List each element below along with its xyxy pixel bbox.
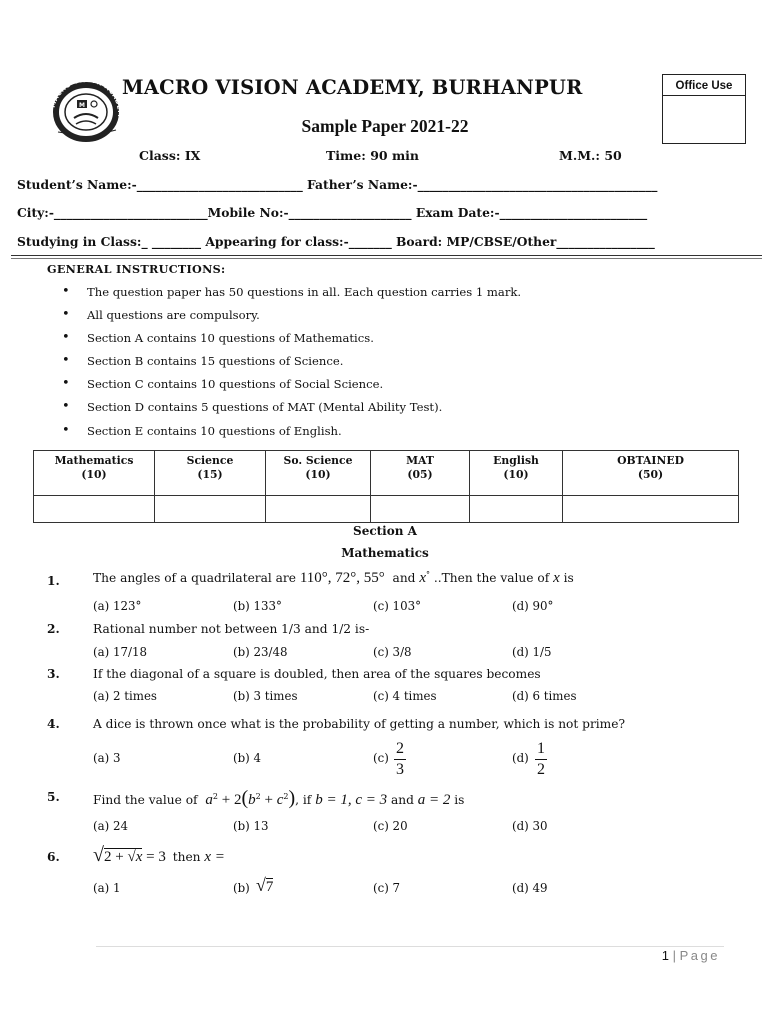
option-d: (d) 49: [512, 881, 548, 895]
fraction-one-half: 1 2: [537, 740, 545, 778]
option-a: (a) 2 times: [93, 689, 157, 703]
instruction-item: • Section B contains 15 questions of Science.: [62, 354, 521, 377]
option-c: (c) 20: [373, 819, 408, 833]
option-d: (d) 6 times: [512, 689, 577, 703]
option-d: (d) 90°: [512, 599, 554, 613]
question-text-6: √2 + √x = 3 then x =: [93, 844, 225, 866]
question-number: 3.: [47, 667, 60, 681]
option-c: (c) 103°: [373, 599, 421, 613]
max-marks-label: M.M.: 50: [559, 148, 622, 163]
instruction-item: • Section A contains 10 questions of Mathematics.: [62, 331, 521, 354]
marks-cell-obtained[interactable]: [563, 496, 739, 523]
marks-entry-row: [34, 496, 739, 523]
option-d: (d) 30: [512, 819, 548, 833]
instruction-item: • All questions are compulsory.: [62, 308, 521, 331]
option-c: (c) 4 times: [373, 689, 437, 703]
option-b: (b) 4: [233, 751, 262, 765]
option-b: (b) 3 times: [233, 689, 298, 703]
option-a: (a) 24: [93, 819, 128, 833]
svg-text:M: M: [79, 102, 85, 109]
option-a: (a) 3: [93, 751, 121, 765]
option-b: (b): [233, 881, 250, 895]
paper-title: Sample Paper 2021-22: [301, 116, 469, 136]
section-subject: Mathematics: [341, 546, 429, 560]
footer-divider: [96, 946, 724, 947]
instruction-item: • Section C contains 10 questions of Social Science.: [62, 377, 521, 400]
option-b: (b) 133°: [233, 599, 282, 613]
page-footer: [662, 948, 720, 963]
question-text-3: If the diagonal of a square is doubled, then area of the squares becomes: [93, 667, 541, 681]
page-number: 1: [661, 948, 669, 963]
instruction-item: • Section E contains 10 questions of English.: [62, 424, 521, 447]
sqrt-seven: √7: [256, 875, 274, 895]
question-number: 6.: [47, 850, 60, 864]
option-b: (b) 23/48: [233, 645, 288, 659]
marks-col-obtained: OBTAINED (50): [563, 451, 739, 496]
time-label: Time: 90 min: [326, 148, 420, 163]
instruction-item: • Section D contains 5 questions of MAT (Mental Ability Test).: [62, 400, 521, 423]
marks-col-english: English (10): [470, 451, 563, 496]
option-a: (a) 123°: [93, 599, 142, 613]
question-text-2: Rational number not between 1/3 and 1/2 is-: [93, 622, 370, 636]
option-c: (c): [373, 751, 389, 765]
student-details-line: Student’s Name:-___________________________ Father’s Name:-_______________________________________: [17, 177, 658, 192]
footer-separator: |: [672, 948, 676, 963]
marks-col-mat: MAT (05): [371, 451, 470, 496]
question-number: 4.: [47, 717, 60, 731]
angles-expression: 110°, 72°, 55°: [299, 570, 385, 587]
option-a: (a) 17/18: [93, 645, 147, 659]
header-divider: [11, 255, 762, 256]
option-b: (b) 13: [233, 819, 269, 833]
instructions-heading: GENERAL INSTRUCTIONS:: [47, 262, 226, 276]
option-d: (d) 1/5: [512, 645, 552, 659]
question-text-1: The angles of a quadrilateral are 110°, 72°, 55° and x° ..Then the value of x is: [93, 570, 574, 587]
instruction-item: • The question paper has 50 questions in all. Each question carries 1 mark.: [62, 285, 521, 308]
option-c: (c) 3/8: [373, 645, 412, 659]
instructions-list: [62, 285, 521, 447]
office-use-label: Office Use: [663, 75, 745, 96]
question-text-5: Find the value of $a^2 + 2(b^2 + c^2)$, if b = 1, c = 3 and a = 2 is: [93, 787, 465, 809]
contact-details-line: City:-_________________________Mobile No:-____________________ Exam Date:-________________________: [17, 205, 648, 220]
class-label: Class: IX: [139, 148, 201, 163]
radical-sign: √: [93, 844, 104, 866]
question-number: 1.: [47, 574, 60, 588]
marks-col-mathematics: Mathematics (10): [34, 451, 155, 496]
marks-cell-mathematics[interactable]: [34, 496, 155, 523]
option-d: (d): [512, 751, 529, 765]
marks-table: [33, 450, 739, 523]
fraction-two-thirds: 2 3: [396, 740, 404, 778]
marks-cell-social-science[interactable]: [266, 496, 371, 523]
header-divider-inner: [11, 258, 762, 259]
marks-cell-science[interactable]: [155, 496, 266, 523]
question-text-4: A dice is thrown once what is the probability of getting a number, which is not prime?: [93, 717, 625, 731]
marks-cell-mat[interactable]: [371, 496, 470, 523]
marks-header-row: [34, 451, 739, 496]
question-number: 5.: [47, 790, 60, 804]
question-number: 2.: [47, 622, 60, 636]
marks-cell-english[interactable]: [470, 496, 563, 523]
class-board-line: Studying in Class:_ ________ Appearing for class:-_______ Board: MP/CBSE/Other________________: [17, 234, 655, 249]
marks-col-science: Science (15): [155, 451, 266, 496]
academy-name: MACRO VISION ACADEMY, BURHANPUR: [122, 76, 583, 99]
logo-ring-text: MACRO VISION ACADEM: [48, 75, 125, 118]
marks-col-social-science: So. Science (10): [266, 451, 371, 496]
option-a: (a) 1: [93, 881, 121, 895]
option-c: (c) 7: [373, 881, 401, 895]
page-word: Page: [679, 948, 720, 963]
section-title: Section A: [353, 524, 417, 538]
